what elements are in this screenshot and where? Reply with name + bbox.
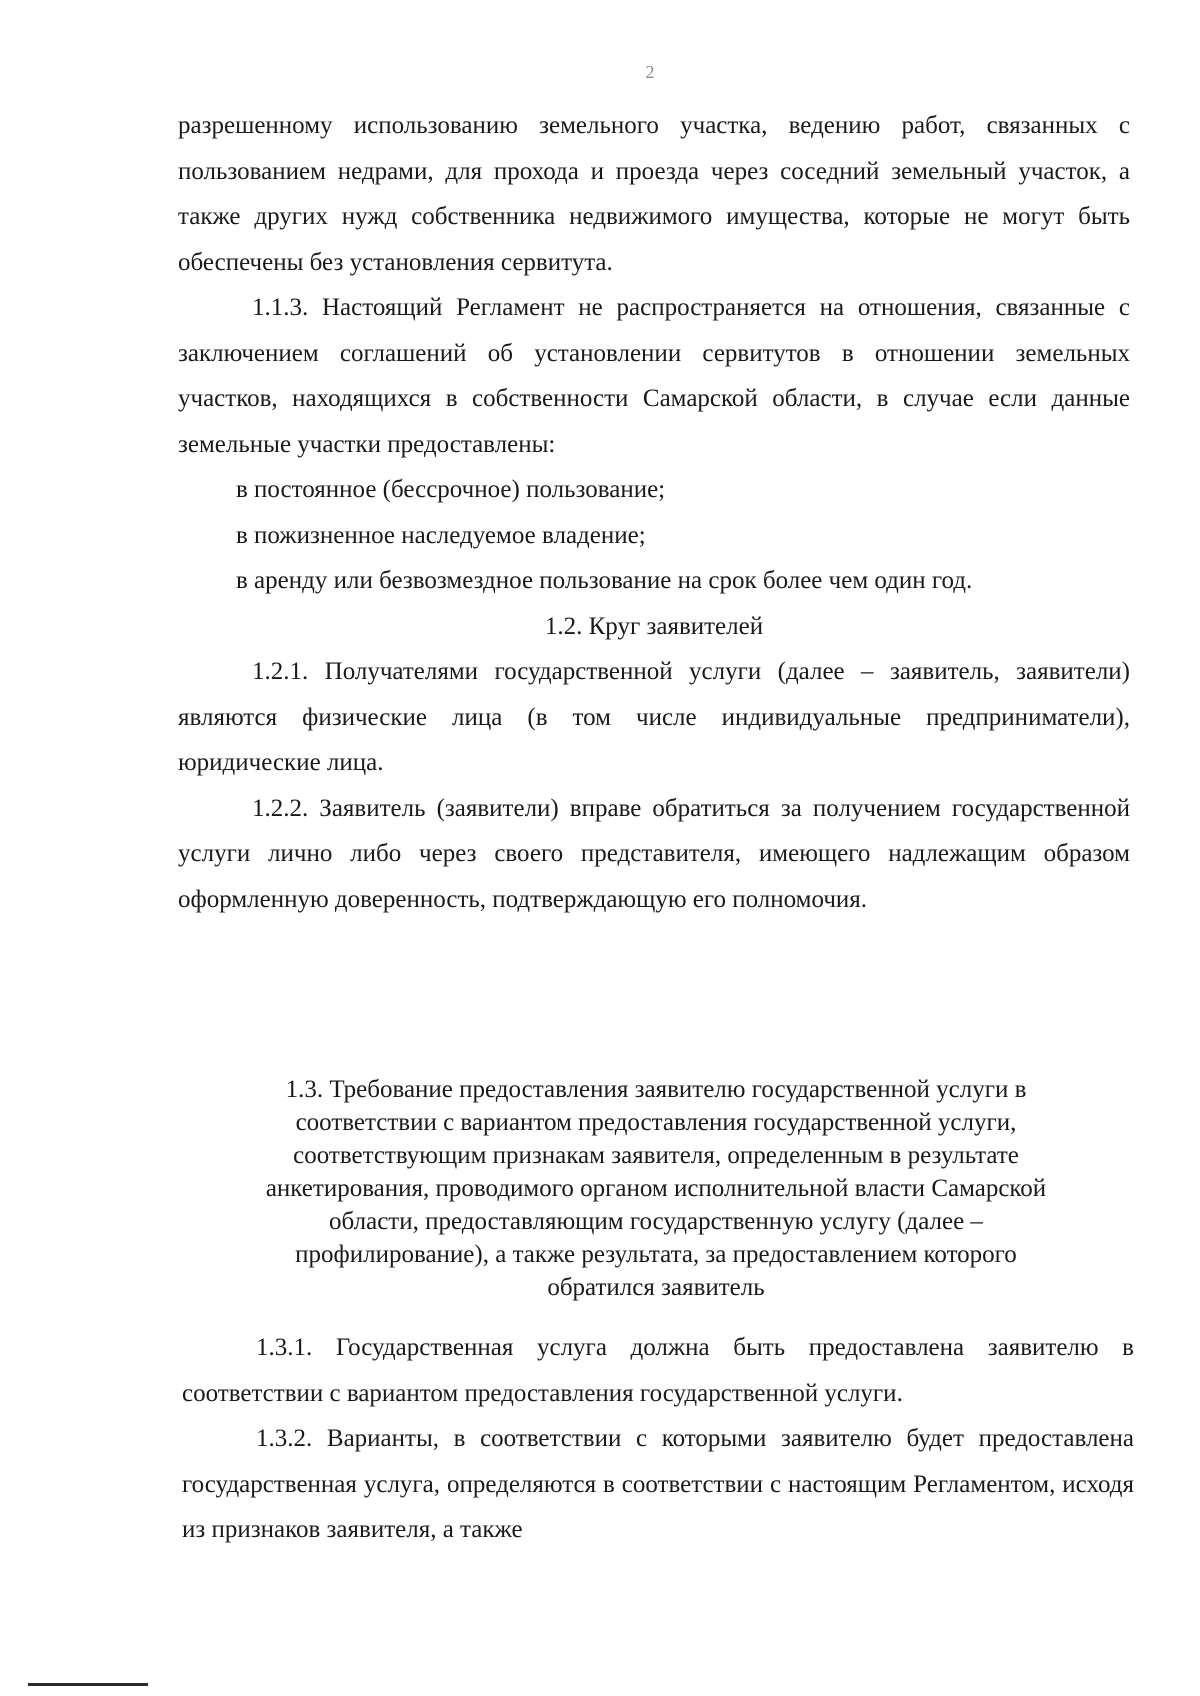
section-heading-1-3 <box>180 1073 1132 1304</box>
list-item-permanent-use: в постоянное (бессрочное) пользование; <box>236 476 666 503</box>
heading-line: 1.3. Требование предоставления заявителю государственной услуги в <box>285 1076 1027 1103</box>
heading-line: области, предоставляющим государственную услугу (далее – <box>329 1208 983 1235</box>
paragraph-1-2-2: 1.2.2. Заявитель (заявители) вправе обратиться за получением государственной услуги лично либо через своего представителя, имеющего надлежащим образом оформленную доверенность, подтверждающую его полномочия. <box>178 794 1130 913</box>
paragraph-1-2-1: 1.2.1. Получателями государственной услуги (далее – заявитель, заявители) являются физические лица (в том числе индивидуальные предприниматели), юридические лица. <box>178 658 1130 776</box>
heading-line: соответствии с вариантом предоставления государственной услуги, <box>295 1109 1017 1136</box>
heading-line: профилирование), а также результата, за предоставлением которого <box>295 1241 1017 1268</box>
footer-rule <box>28 1683 148 1686</box>
paragraph-continuation: разрешенному использованию земельного участка, ведению работ, связанных с пользованием недрами, для прохода и проезда через соседний земельный участок, а также других нужд собственника недвижимого имущества, которые не могут быть обеспечены без установления сервитута. <box>178 112 1130 276</box>
section-heading-1-2: 1.2. Круг заявителей <box>544 612 764 640</box>
list-item-lifetime-possession: в пожизненное наследуемое владение; <box>236 521 646 549</box>
page-number: 2 <box>645 62 655 82</box>
heading-line: соответствующим признакам заявителя, определенным в результате <box>293 1142 1019 1169</box>
body-text-top <box>178 103 1130 922</box>
heading-line: обратился заявитель <box>547 1274 765 1301</box>
paragraph-1-1-3: 1.1.3. Настоящий Регламент не распространяется на отношения, связанные с заключением соглашений об установлении сервитутов в отношении земельных участков, находящихся в собственности Самарской области, в случае если данные земельные участки предоставлены: <box>178 294 1130 458</box>
list-item-lease: в аренду или безвозмездное пользование на срок более чем один год. <box>236 567 973 594</box>
paragraph-1-3-1: 1.3.1. Государственная услуга должна быть предоставлена заявителю в соответствии с вариантом предоставления государственной услуги. <box>182 1334 1134 1407</box>
body-text-bottom <box>182 1325 1134 1553</box>
paragraph-1-3-2: 1.3.2. Варианты, в соответствии с которыми заявителю будет предоставлена государственная услуга, определяются в соответствии с настоящим Регламентом, исходя из признаков заявителя, а также <box>182 1425 1134 1543</box>
heading-line: анкетирования, проводимого органом исполнительной власти Самарской <box>265 1175 1047 1202</box>
